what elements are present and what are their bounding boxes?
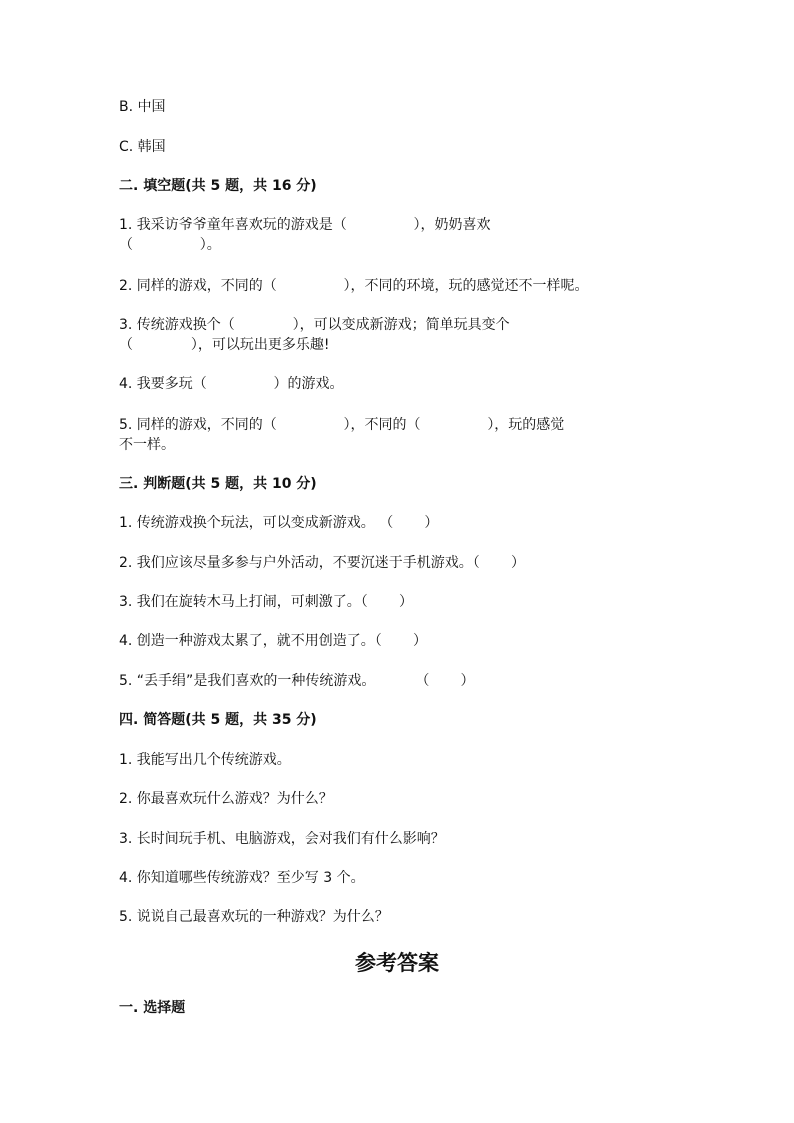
- fill-in-question-5-line-2: 不一样。: [119, 437, 175, 453]
- fill-in-question-1-line-1: 1. 我采访爷爷童年喜欢玩的游戏是（ ），奶奶喜欢: [119, 217, 491, 233]
- fill-in-question-3-line-1: 3. 传统游戏换个（ ），可以变成新游戏；简单玩具变个: [119, 317, 510, 333]
- section-heading-short-answer: 四. 简答题(共 5 题，共 35 分): [119, 712, 317, 728]
- fill-in-question-2: 2. 同样的游戏，不同的（ ），不同的环境，玩的感觉还不一样呢。: [119, 278, 589, 294]
- short-answer-question-4: 4. 你知道哪些传统游戏？至少写 3 个。: [119, 870, 365, 886]
- fill-in-question-3-line-2: （ ），可以玩出更多乐趣!: [119, 337, 330, 353]
- true-false-question-4: 4. 创造一种游戏太累了，就不用创造了。（ ）: [119, 633, 427, 649]
- true-false-question-5: 5. “丢手绢”是我们喜欢的一种传统游戏。 （ ）: [119, 673, 475, 689]
- section-heading-fill-in: 二. 填空题(共 5 题，共 16 分): [119, 178, 317, 194]
- true-false-question-3: 3. 我们在旋转木马上打闹，可刺激了。（ ）: [119, 594, 413, 610]
- answer-section-heading-choice: 一. 选择题: [119, 1000, 186, 1016]
- short-answer-question-5: 5. 说说自己最喜欢玩的一种游戏？为什么？: [119, 909, 389, 925]
- true-false-question-2: 2. 我们应该尽量多参与户外活动，不要沉迷于手机游戏。（ ）: [119, 555, 525, 571]
- true-false-question-1: 1. 传统游戏换个玩法，可以变成新游戏。 （ ）: [119, 515, 439, 531]
- fill-in-question-1-line-2: （ ）。: [119, 237, 221, 253]
- short-answer-question-1: 1. 我能写出几个传统游戏。: [119, 752, 291, 768]
- fill-in-question-5-line-1: 5. 同样的游戏，不同的（ ），不同的（ ），玩的感觉: [119, 417, 565, 433]
- short-answer-question-3: 3. 长时间玩手机、电脑游戏，会对我们有什么影响？: [119, 831, 445, 847]
- section-heading-true-false: 三. 判断题(共 5 题，共 10 分): [119, 476, 317, 492]
- short-answer-question-2: 2. 你最喜欢玩什么游戏？为什么？: [119, 791, 333, 807]
- fill-in-question-4: 4. 我要多玩（ ）的游戏。: [119, 376, 344, 392]
- option-b: B. 中国: [119, 99, 166, 115]
- answer-key-title: 参考答案: [355, 950, 439, 975]
- option-c: C. 韩国: [119, 139, 166, 155]
